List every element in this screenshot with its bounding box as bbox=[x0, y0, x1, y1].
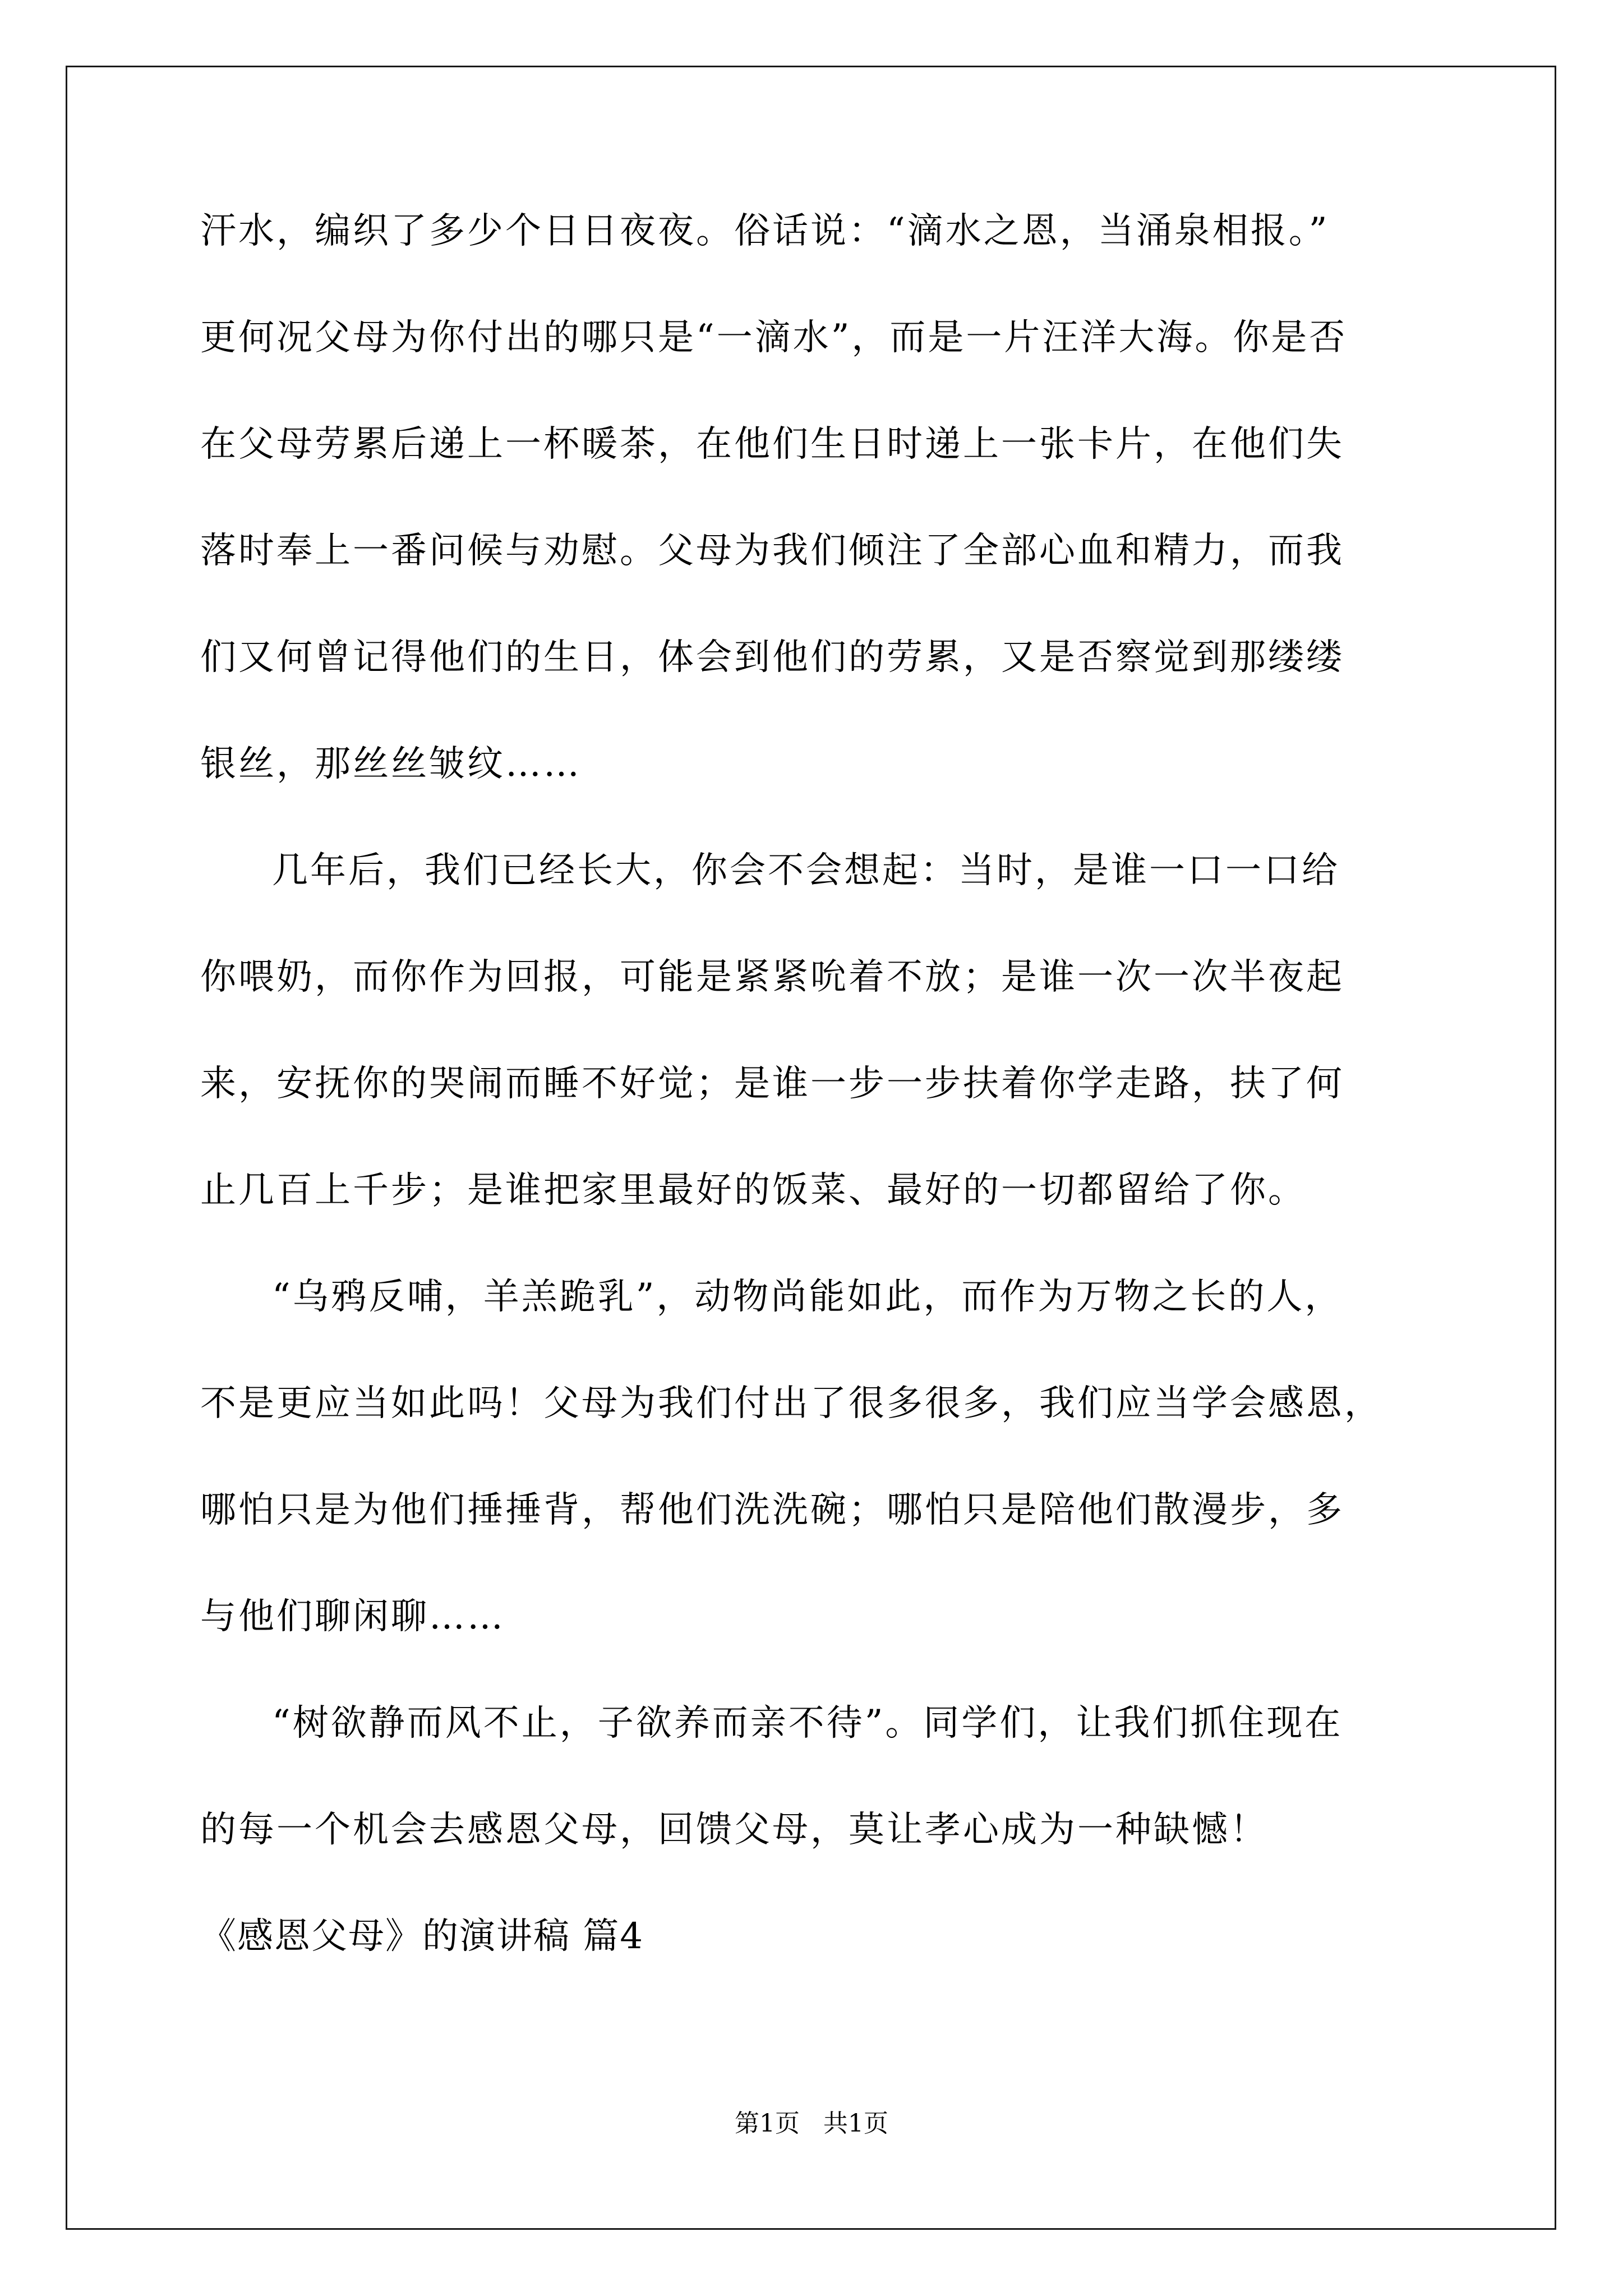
paragraph-line: “乌鸦反哺，羊羔跪乳”，动物尚能如此，而作为万物之长的人， bbox=[272, 1276, 1343, 1318]
paragraph-line: “树欲静而风不止，子欲养而亲不待”。同学们，让我们抓住现在 bbox=[272, 1703, 1343, 1744]
paragraph-line: 与他们聊闲聊…… bbox=[200, 1596, 505, 1637]
paragraph-line: 不是更应当如此吗！父母为我们付出了很多很多，我们应当学会感恩， bbox=[200, 1383, 1382, 1424]
paragraph-line: 在父母劳累后递上一杯暖茶，在他们生日时递上一张卡片，在他们失 bbox=[200, 424, 1344, 465]
paragraph-line: 哪怕只是为他们捶捶背，帮他们洗洗碗；哪怕只是陪他们散漫步，多 bbox=[200, 1489, 1344, 1531]
paragraph-line: 止几百上千步；是谁把家里最好的饭菜、最好的一切都留给了你。 bbox=[200, 1170, 1306, 1211]
paragraph-line: 来，安抚你的哭闹而睡不好觉；是谁一步一步扶着你学走路，扶了何 bbox=[200, 1063, 1344, 1105]
paragraph-line: 更何况父母为你付出的哪只是“一滴水”，而是一片汪洋大海。你是否 bbox=[200, 317, 1348, 358]
paragraph-line: 们又何曾记得他们的生日，体会到他们的劳累，又是否察觉到那缕缕 bbox=[200, 637, 1344, 678]
paragraph-line: 的每一个机会去感恩父母，回馈父母，莫让孝心成为一种缺憾！ bbox=[200, 1809, 1268, 1851]
paragraph-line: 几年后，我们已经长大，你会不会想起：当时，是谁一口一口给 bbox=[272, 850, 1340, 891]
page-border bbox=[66, 66, 1556, 2230]
paragraph-line: 落时奉上一番问候与劝慰。父母为我们倾注了全部心血和精力，而我 bbox=[200, 530, 1344, 572]
paragraph-line: 银丝，那丝丝皱纹…… bbox=[200, 743, 582, 785]
paragraph-line: 你喂奶，而你作为回报，可能是紧紧吮着不放；是谁一次一次半夜起 bbox=[200, 956, 1344, 998]
paragraph-line: 汗水，编织了多少个日日夜夜。俗话说：“滴水之恩，当涌泉相报。” bbox=[200, 210, 1330, 252]
page-footer: 第1页 共1页 bbox=[735, 2109, 888, 2138]
section-heading: 《感恩父母》的演讲稿 篇4 bbox=[200, 1916, 644, 1957]
